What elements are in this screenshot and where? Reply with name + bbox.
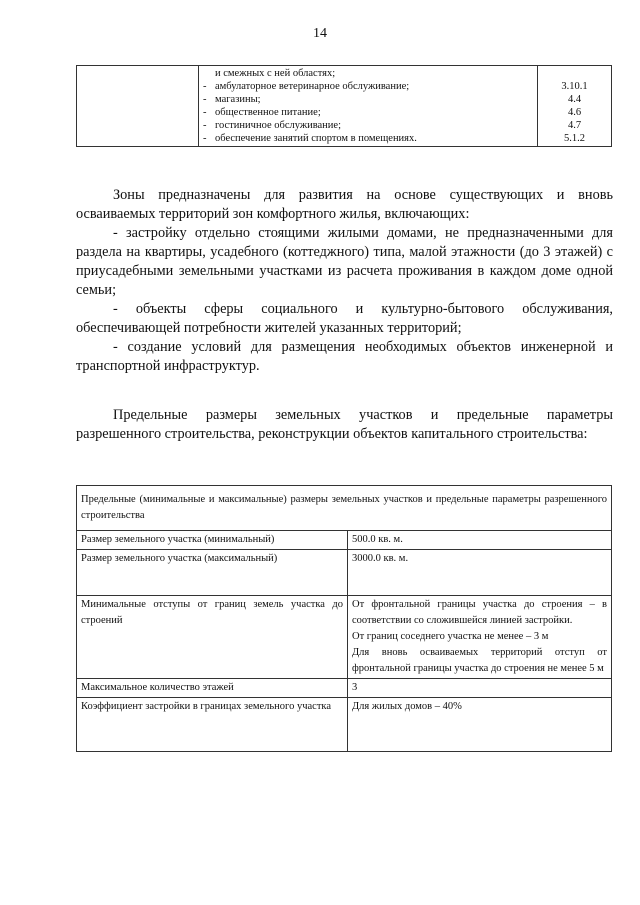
continuation-line: и смежных с ней областях;	[215, 68, 336, 79]
limits-paragraph	[76, 406, 613, 444]
use-code: 4.7	[567, 120, 582, 131]
use-code: 4.4	[567, 94, 582, 105]
zones-intro: Зоны предназначены для развития на основе существующих и вновь осваиваемых территорий зон комфортного жилья, включающих:	[76, 187, 613, 222]
table-row	[77, 596, 612, 679]
uses-cell	[199, 66, 538, 147]
codes-cell	[538, 66, 612, 147]
limits-text: Предельные размеры земельных участков и предельные параметры разрешенного строительства, реконструкции объектов капитального строительства:	[76, 407, 613, 442]
param-value: От фронтальной границы участка до строения – в соответствии со сложившейся линией застройки.	[352, 599, 607, 626]
list-item: - гостиничное обслуживание;	[203, 120, 341, 131]
param-value-group	[348, 596, 612, 679]
list-item: - магазины;	[203, 94, 261, 105]
list-item: - общественное питание;	[203, 107, 321, 118]
use-code: 4.6	[567, 107, 582, 118]
param-value: Для вновь осваиваемых территорий отступ от фронтальной границы участка до строения не менее 5 м	[352, 647, 607, 674]
zones-item: - объекты сферы социального и культурно-бытового обслуживания, обеспечивающей потребности жителей указанных территорий;	[76, 301, 613, 336]
param-value: 500.0 кв. м.	[348, 531, 612, 550]
page-number: 14	[313, 26, 327, 41]
empty-cell	[77, 66, 199, 147]
table-header: Предельные (минимальные и максимальные) размеры земельных участков и предельные параметры разрешенного строительства	[77, 486, 612, 531]
param-label: Размер земельного участка (минимальный)	[77, 531, 348, 550]
param-label: Коэффициент застройки в границах земельного участка	[77, 698, 348, 752]
zones-paragraph	[76, 186, 613, 376]
use-code: 3.10.1	[561, 81, 588, 92]
table-row	[77, 679, 612, 698]
table-header-row	[77, 486, 612, 531]
param-label: Размер земельного участка (максимальный)	[77, 550, 348, 596]
zones-item: - создание условий для размещения необходимых объектов инженерной и транспортной инфраструктур.	[76, 339, 613, 374]
list-item: - обеспечение занятий спортом в помещениях.	[203, 133, 417, 144]
param-value: 3	[348, 679, 612, 698]
param-value: От границ соседнего участка не менее – 3 м	[352, 631, 549, 642]
table-row	[77, 531, 612, 550]
table-row	[77, 66, 612, 147]
param-value: 3000.0 кв. м.	[348, 550, 612, 596]
parameters-table	[76, 485, 612, 752]
table-row	[77, 698, 612, 752]
zones-item: - застройку отдельно стоящими жилыми домами, не предназначенными для раздела на квартиры, усадебного (коттеджного) типа, малой этажности (до 3 этажей) с приусадебными земельными участками из расчета проживания в каждом доме одной семьи;	[76, 225, 613, 298]
param-label: Минимальные отступы от границ земель участка до строений	[77, 596, 348, 679]
use-code: 5.1.2	[564, 133, 585, 144]
param-value: Для жилых домов – 40%	[348, 698, 612, 752]
table-row	[77, 550, 612, 596]
permitted-use-table	[76, 65, 612, 147]
list-item: - амбулаторное ветеринарное обслуживание;	[203, 81, 410, 92]
param-label: Максимальное количество этажей	[77, 679, 348, 698]
